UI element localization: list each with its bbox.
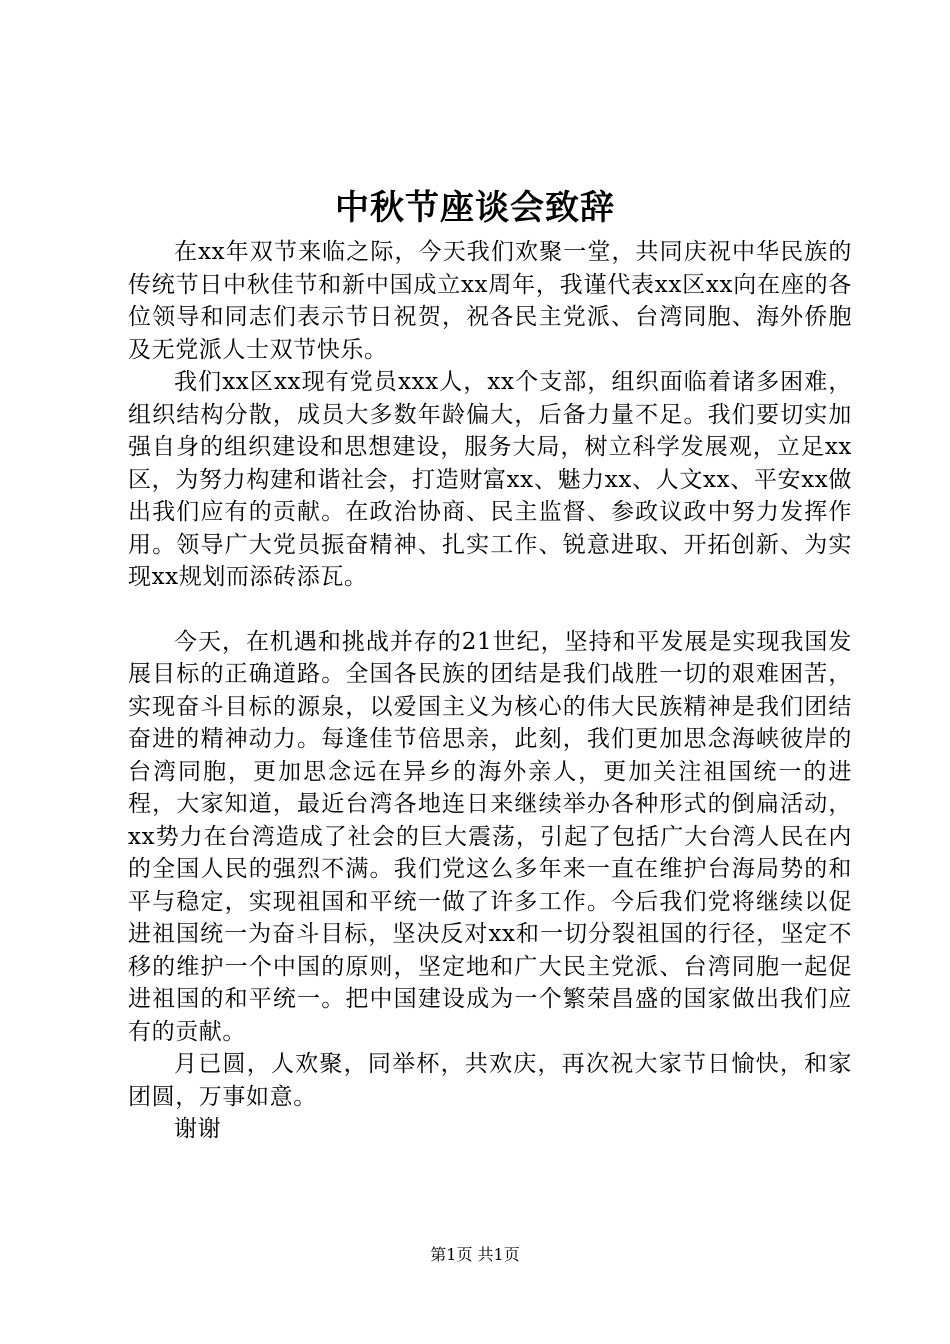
paragraph-national-unity: 今天，在机遇和挑战并存的21世纪，坚持和平发展是实现我国发展目标的正确道路。全国各民族的团结是我们战胜一切的艰难困苦，实现奋斗目标的源泉，以爱国主义为核心的伟大民族精神是我们团结奋进的精神动力。每逢佳节倍思亲，此刻，我们更加思念海峡彼岸的台湾同胞，更加思念远在异乡的海外亲人，更加关注祖国统一的进程，大家知道，最近台湾各地连日来继续举办各种形式的倒扁活动，xx势力在台湾造成了社会的巨大震荡，引起了包括广大台湾人民在内的全国人民的强烈不满。我们党这么多年来一直在维护台海局势的和平与稳定，实现祖国和平统一做了许多工作。今后我们党将继续以促进祖国统一为奋斗目标，坚决反对xx和一切分裂祖国的行径，坚定不移的维护一个中国的原则，坚定地和广大民主党派、台湾同胞一起促进祖国的和平统一。把中国建设成为一个繁荣昌盛的国家做出我们应有的贡献。 bbox=[128, 628, 852, 1045]
document-body bbox=[128, 236, 852, 1146]
paragraph-greeting: 在xx年双节来临之际，今天我们欢聚一堂，共同庆祝中华民族的传统节日中秋佳节和新中国成立xx周年，我谨代表xx区xx向在座的各位领导和同志们表示节日祝贺，祝各民主党派、台湾同胞、海外侨胞及无党派人士双节快乐。 bbox=[128, 239, 852, 363]
paragraph-party-organization: 我们xx区xx现有党员xxx人，xx个支部，组织面临着诸多困难，组织结构分散，成员大多数年龄偏大，后备力量不足。我们要切实加强自身的组织建设和思想建设，服务大局，树立科学发展观，立足xx区，为努力构建和谐社会，打造财富xx、魅力xx、人文xx、平安xx做出我们应有的贡献。在政治协商、民主监督、参政议政中努力发挥作用。领导广大党员振奋精神、扎实工作、锐意进取、开拓创新、为实现xx规划而添砖添瓦。 bbox=[128, 369, 852, 590]
paragraph-wishes: 月已圆，人欢聚，同举杯，共欢庆，再次祝大家节日愉快，和家团圆，万事如意。 bbox=[128, 1051, 852, 1110]
page-number-footer: 第1页 共1页 bbox=[430, 1245, 520, 1264]
paragraph-thanks: 谢谢 bbox=[174, 1116, 222, 1142]
document-title: 中秋节座谈会致辞 bbox=[335, 188, 615, 228]
